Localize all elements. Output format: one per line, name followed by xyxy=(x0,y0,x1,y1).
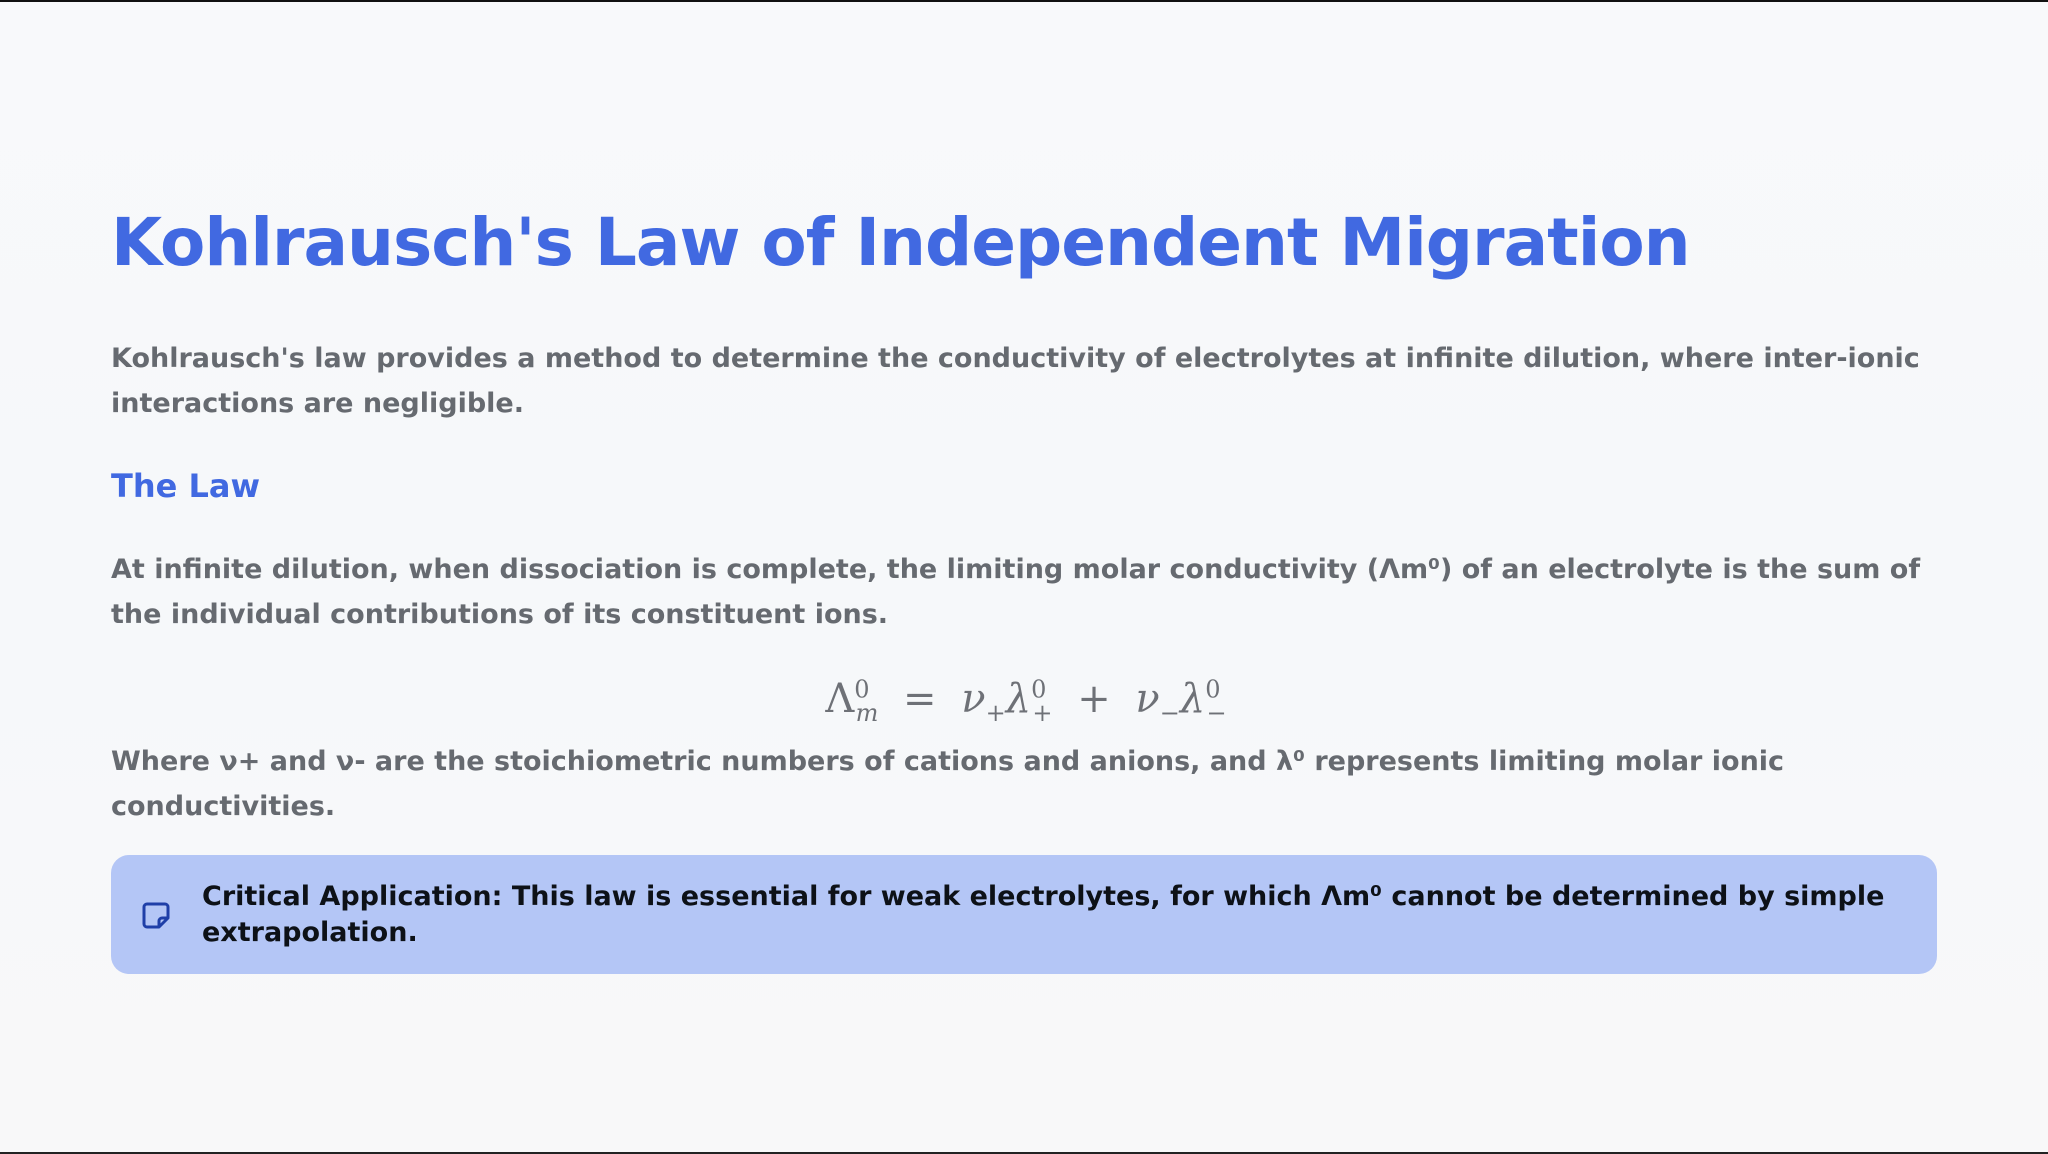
law-statement: At infinite dilution, when dissociation is complete, the limiting molar conductivity (Λm⁰) of an electrolyte is the sum of the individual contributions of its constituent ions. xyxy=(111,554,1921,630)
critical-application-callout xyxy=(111,855,1937,974)
top-border xyxy=(0,0,2048,2)
equation-lhs: $\Lambda^0_m$ xyxy=(825,676,879,728)
section-heading: The Law xyxy=(111,467,260,505)
equation xyxy=(111,665,1941,728)
note-icon xyxy=(141,900,171,930)
equation-equals: = xyxy=(903,676,937,723)
intro-paragraph: Kohlrausch's law provides a method to determine the conductivity of electrolytes at infinite dilution, where inter-ionic interactions are negligible. xyxy=(111,343,1920,419)
equation-term-1: $\nu_+\lambda^0_+$ xyxy=(961,676,1053,728)
equation-term-2: $\nu_-\lambda^0_-$ xyxy=(1135,676,1227,728)
equation-plus: + xyxy=(1077,676,1111,723)
callout-text: Critical Application: This law is essential for weak electrolytes, for which Λm⁰ cannot be determined by simple extrapolation. xyxy=(202,880,1885,948)
slide-content xyxy=(111,190,1941,974)
slide-title: Kohlrausch's Law of Independent Migration xyxy=(111,204,1690,281)
where-paragraph: Where ν+ and ν- are the stoichiometric numbers of cations and anions, and λ⁰ represents limiting molar ionic conductivities. xyxy=(111,746,1785,822)
